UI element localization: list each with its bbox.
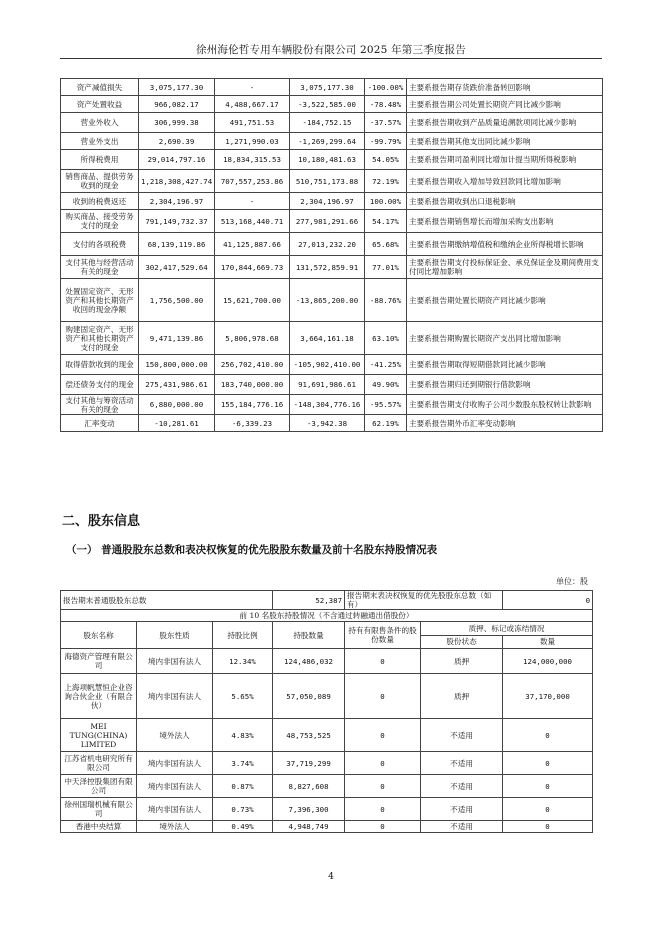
change-percent-value: -99.79% [365, 133, 407, 150]
change-reason-text: 主要系报告期取得短期借款同比减少影响 [407, 355, 603, 375]
pledge-status: 不适用 [421, 798, 503, 821]
current-period-value: 6,880,000.00 [139, 395, 215, 415]
restricted-shares: 0 [345, 719, 421, 752]
change-amount-value: 27,013,232.20 [290, 233, 365, 256]
changes-row [61, 355, 603, 375]
prior-period-value: 4,488,667.17 [215, 96, 290, 113]
shareholder-table [60, 590, 593, 833]
change-amount-value: 10,180,481.63 [290, 150, 365, 170]
row-item-label: 处置固定资产、无形资产和其他长期资产收回的现金净额 [61, 279, 139, 322]
shareholder-name: MEI TUNG(CHINA) LIMITED [61, 719, 137, 752]
change-reason-text: 主要系报告期外币汇率变动影响 [407, 415, 603, 432]
changes-row [61, 210, 603, 233]
pledge-amount: 0 [503, 821, 593, 833]
prior-period-value: 18,834,315.53 [215, 150, 290, 170]
changes-row [61, 233, 603, 256]
row-item-label: 支付其他与经营活动有关的现金 [61, 256, 139, 279]
current-period-value: 68,139,119.86 [139, 233, 215, 256]
change-percent-value: 49.90% [365, 375, 407, 395]
current-period-value: 791,149,732.37 [139, 210, 215, 233]
current-period-value: 29,014,797.16 [139, 150, 215, 170]
pledge-status: 不适用 [421, 775, 503, 798]
change-amount-value: 277,981,291.66 [290, 210, 365, 233]
current-period-value: 3,075,177.30 [139, 79, 215, 96]
change-amount-value: -3,942.38 [290, 415, 365, 432]
col-header-pledge-group: 质押、标记或冻结情况 [421, 622, 593, 636]
pledge-amount: 0 [503, 775, 593, 798]
current-period-value: 1,218,308,427.74 [139, 170, 215, 193]
change-reason-text: 主要系报告期支付投标保证金、承兑保证金及期间费用支付同比增加影响 [407, 256, 603, 279]
prior-period-value: - [215, 193, 290, 210]
prior-period-value: - [215, 79, 290, 96]
pledge-amount: 0 [503, 719, 593, 752]
total-shareholders-row [61, 591, 593, 610]
current-period-value: 966,082.17 [139, 96, 215, 113]
shareholder-nature: 境外法人 [137, 821, 213, 833]
row-item-label: 支付的各项税费 [61, 233, 139, 256]
shareholder-nature: 境内非国有法人 [137, 674, 213, 719]
changes-row [61, 113, 603, 133]
col-header-name: 股东名称 [61, 622, 137, 649]
row-item-label: 收到的税费返还 [61, 193, 139, 210]
change-percent-value: -100.00% [365, 79, 407, 96]
col-header-restricted: 持有有限售条件的股份数量 [345, 622, 421, 649]
change-amount-value: -1,269,299.64 [290, 133, 365, 150]
shareholding-qty: 4,948,749 [273, 821, 345, 833]
shareholder-name: 香港中央结算 [61, 821, 137, 833]
shareholder-name: 徐州国瑞机械有限公司 [61, 798, 137, 821]
shareholding-ratio: 12.34% [213, 649, 273, 674]
change-percent-value: -41.25% [365, 355, 407, 375]
changes-row [61, 170, 603, 193]
change-reason-text: 主要系报告期司盈利同比增加计提当期所得税影响 [407, 150, 603, 170]
prior-period-value: 170,844,669.73 [215, 256, 290, 279]
current-period-value: 2,690.39 [139, 133, 215, 150]
pledge-amount: 37,170,000 [503, 674, 593, 719]
prior-period-value: 256,702,410.00 [215, 355, 290, 375]
shareholding-ratio: 0.73% [213, 798, 273, 821]
shareholder-name: 江苏省机电研究所有限公司 [61, 752, 137, 775]
change-amount-value: 91,691,986.61 [290, 375, 365, 395]
top10-title-row [61, 610, 593, 622]
col-header-nature: 股东性质 [137, 622, 213, 649]
row-item-label: 购建固定资产、无形资产和其他长期资产支付的现金 [61, 322, 139, 355]
change-amount-value: 131,572,859.91 [290, 256, 365, 279]
change-amount-value: 2,304,196.97 [290, 193, 365, 210]
header-row-1 [61, 622, 593, 636]
change-percent-value: 62.19% [365, 415, 407, 432]
row-item-label: 偿还债务支付的现金 [61, 375, 139, 395]
change-amount-value: 510,751,173.88 [290, 170, 365, 193]
current-period-value: 9,471,139.86 [139, 322, 215, 355]
row-item-label: 支付其他与筹资活动有关的现金 [61, 395, 139, 415]
report-header-title: 徐州海伦哲专用车辆股份有限公司 2025 年第三季度报告 [196, 44, 466, 56]
current-period-value: 2,304,196.97 [139, 193, 215, 210]
shareholder-row [61, 649, 593, 674]
current-period-value: 1,756,500.00 [139, 279, 215, 322]
row-item-label: 资产减值损失 [61, 79, 139, 96]
change-percent-value: -37.57% [365, 113, 407, 133]
change-reason-text: 主要系报告期归还到期银行借款影响 [407, 375, 603, 395]
changes-row [61, 79, 603, 96]
prior-period-value: 183,740,000.00 [215, 375, 290, 395]
change-percent-value: 54.05% [365, 150, 407, 170]
shareholder-name: 上海项帆慧恒企业咨询合伙企业（有限合伙） [61, 674, 137, 719]
current-period-value: 306,999.38 [139, 113, 215, 133]
restricted-shares: 0 [345, 674, 421, 719]
pledge-status: 不适用 [421, 719, 503, 752]
prior-period-value: 41,125,887.66 [215, 233, 290, 256]
financial-changes-table [60, 78, 603, 432]
current-period-value: 150,800,000.00 [139, 355, 215, 375]
prior-period-value: 513,168,440.71 [215, 210, 290, 233]
shareholding-ratio: 5.65% [213, 674, 273, 719]
pledge-amount: 124,000,000 [503, 649, 593, 674]
total-shareholders-value: 52,387 [273, 591, 345, 610]
row-item-label: 所得税费用 [61, 150, 139, 170]
col-header-qty: 持股数量 [273, 622, 345, 649]
change-percent-value: -78.48% [365, 96, 407, 113]
change-reason-text: 主要系报告期缴纳增值税和缴纳企业所得税增长影响 [407, 233, 603, 256]
change-percent-value: 72.19% [365, 170, 407, 193]
row-item-label: 取得借款收到的现金 [61, 355, 139, 375]
change-reason-text: 主要系报告期购置长期资产支出同比增加影响 [407, 322, 603, 355]
row-item-label: 营业外支出 [61, 133, 139, 150]
shareholding-qty: 37,719,299 [273, 752, 345, 775]
total-shareholders-label: 报告期末普通股股东总数 [61, 591, 273, 610]
shareholding-qty: 124,486,032 [273, 649, 345, 674]
change-reason-text: 主要系报告期处置长期资产同比减少影响 [407, 279, 603, 322]
restricted-shares: 0 [345, 752, 421, 775]
changes-row [61, 279, 603, 322]
restricted-shares: 0 [345, 649, 421, 674]
change-percent-value: 77.01% [365, 256, 407, 279]
current-period-value: -10,281.61 [139, 415, 215, 432]
pledge-status: 不适用 [421, 752, 503, 775]
change-amount-value: -148,304,776.16 [290, 395, 365, 415]
shareholder-nature: 境内非国有法人 [137, 775, 213, 798]
shareholder-nature: 境内非国有法人 [137, 649, 213, 674]
restricted-shares: 0 [345, 798, 421, 821]
pledge-status: 质押 [421, 649, 503, 674]
row-item-label: 营业外收入 [61, 113, 139, 133]
change-reason-text: 主要系报告期收到出口退税影响 [407, 193, 603, 210]
change-percent-value: 54.17% [365, 210, 407, 233]
change-amount-value: 3,664,161.18 [290, 322, 365, 355]
prior-period-value: 155,184,776.16 [215, 395, 290, 415]
pledge-status: 质押 [421, 674, 503, 719]
changes-row [61, 375, 603, 395]
unit-label: 单位：股 [556, 577, 588, 586]
col-header-amount: 数量 [503, 635, 593, 649]
prior-period-value: 491,751.53 [215, 113, 290, 133]
shareholder-row [61, 821, 593, 833]
shareholding-ratio: 0.49% [213, 821, 273, 833]
prior-period-value: 15,621,700.00 [215, 279, 290, 322]
change-reason-text: 主要系报告期支付收购子公司少数股东股权转让款影响 [407, 395, 603, 415]
changes-row [61, 133, 603, 150]
shareholder-nature: 境内非国有法人 [137, 798, 213, 821]
restricted-shares: 0 [345, 821, 421, 833]
shareholding-ratio: 4.83% [213, 719, 273, 752]
change-amount-value: -184,752.15 [290, 113, 365, 133]
changes-row [61, 322, 603, 355]
shareholding-ratio: 3.74% [213, 752, 273, 775]
shareholder-name: 中天泽控股集团有限公司 [61, 775, 137, 798]
prior-period-value: 5,806,978.68 [215, 322, 290, 355]
changes-row [61, 193, 603, 210]
change-amount-value: -13,865,200.00 [290, 279, 365, 322]
changes-row [61, 96, 603, 113]
change-reason-text: 主要系报告期其他支出同比减少影响 [407, 133, 603, 150]
page-number: 4 [328, 872, 334, 882]
top10-title: 前 10 名股东持股情况（不含通过转融通出借股份） [61, 610, 593, 622]
changes-row [61, 395, 603, 415]
prior-period-value: -6,339.23 [215, 415, 290, 432]
change-percent-value: -95.57% [365, 395, 407, 415]
subsection-title: （一） 普通股股东总数和表决权恢复的优先股股东数量及前十名股东持股情况表 [66, 544, 438, 556]
pledge-amount: 0 [503, 798, 593, 821]
row-item-label: 购买商品、接受劳务支付的现金 [61, 210, 139, 233]
shareholder-row [61, 752, 593, 775]
restricted-shares: 0 [345, 775, 421, 798]
change-percent-value: 63.10% [365, 322, 407, 355]
row-item-label: 汇率变动 [61, 415, 139, 432]
change-reason-text: 主要系报告期公司处置长期资产同比减少影响 [407, 96, 603, 113]
preferred-shareholders-label: 报告期末表决权恢复的优先股股东总数（如有） [345, 591, 503, 610]
section-title: 二、股东信息 [62, 514, 141, 529]
shareholding-qty: 57,050,089 [273, 674, 345, 719]
change-percent-value: 100.00% [365, 193, 407, 210]
shareholding-qty: 7,396,300 [273, 798, 345, 821]
prior-period-value: 707,557,253.86 [215, 170, 290, 193]
changes-row [61, 256, 603, 279]
prior-period-value: 1,271,990.03 [215, 133, 290, 150]
changes-row [61, 150, 603, 170]
pledge-status: 不适用 [421, 821, 503, 833]
shareholder-row [61, 674, 593, 719]
change-reason-text: 主要系报告期销售增长而增加采购支出影响 [407, 210, 603, 233]
change-percent-value: 65.68% [365, 233, 407, 256]
shareholder-row [61, 775, 593, 798]
row-item-label: 销售商品、提供劳务收到的现金 [61, 170, 139, 193]
change-percent-value: -88.76% [365, 279, 407, 322]
changes-row [61, 415, 603, 432]
shareholder-name: 海德资产管理有限公司 [61, 649, 137, 674]
change-amount-value: 3,075,177.30 [290, 79, 365, 96]
change-amount-value: -105,902,410.00 [290, 355, 365, 375]
current-period-value: 275,431,986.61 [139, 375, 215, 395]
change-reason-text: 主要系报告期收入增加导致回款同比增加影响 [407, 170, 603, 193]
shareholding-ratio: 0.87% [213, 775, 273, 798]
preferred-shareholders-value: 0 [503, 591, 593, 610]
shareholder-nature: 境内非国有法人 [137, 752, 213, 775]
header-divider [60, 58, 602, 59]
change-reason-text: 主要系报告期存货跌价准备转回影响 [407, 79, 603, 96]
change-amount-value: -3,522,585.00 [290, 96, 365, 113]
shareholder-row [61, 719, 593, 752]
current-period-value: 302,417,529.64 [139, 256, 215, 279]
pledge-amount: 0 [503, 752, 593, 775]
shareholder-nature: 境外法人 [137, 719, 213, 752]
shareholder-row [61, 798, 593, 821]
row-item-label: 资产处置收益 [61, 96, 139, 113]
shareholding-qty: 8,827,608 [273, 775, 345, 798]
col-header-ratio: 持股比例 [213, 622, 273, 649]
shareholding-qty: 48,753,525 [273, 719, 345, 752]
change-reason-text: 主要系报告期收到产品质量追溯款项同比减少影响 [407, 113, 603, 133]
col-header-status: 股份状态 [421, 635, 503, 649]
